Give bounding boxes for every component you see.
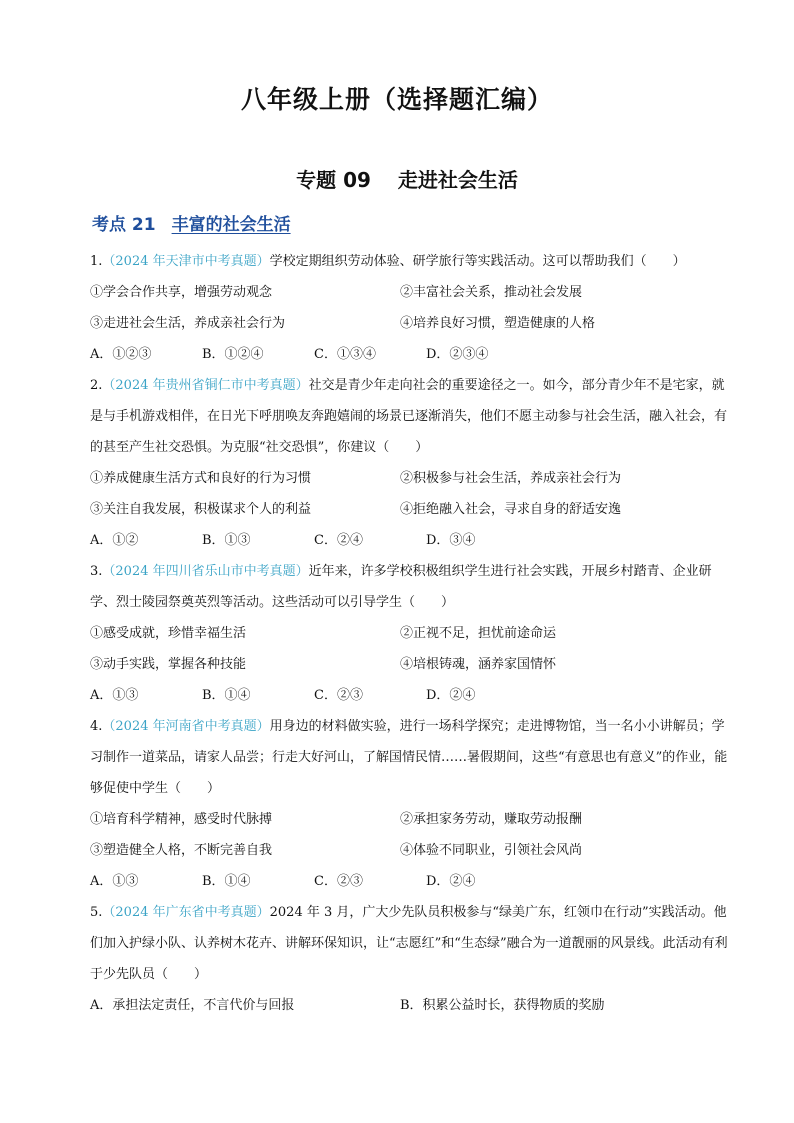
choice-c[interactable]: C．①③④	[314, 347, 376, 362]
choice-d[interactable]: D．②④	[426, 874, 476, 889]
choice-c[interactable]: C．②③	[314, 688, 363, 703]
choice-b[interactable]: B．①④	[202, 688, 251, 703]
question-stem	[90, 711, 730, 804]
choice-a[interactable]: A．承担法定责任，不言代价与回报	[90, 998, 295, 1013]
statement: ①感受成就，珍惜幸福生活	[90, 626, 247, 641]
statement: ②丰富社会关系，推动社会发展	[400, 285, 583, 300]
question-4	[90, 711, 730, 897]
statement-row	[90, 277, 730, 308]
question-number: 2.	[90, 378, 103, 393]
choice-c[interactable]: C．②③	[314, 874, 363, 889]
question-source: （2024 年河南省中考真题）	[102, 719, 270, 734]
choice-row	[90, 866, 730, 897]
question-number: 4.	[90, 719, 103, 734]
choice-c[interactable]: C．②④	[314, 533, 363, 548]
topic-label: 考点 21	[92, 215, 156, 235]
question-text: 学校定期组织劳动体验、研学旅行等实践活动。这可以帮助我们（ ）	[269, 254, 686, 269]
statement-row	[90, 494, 730, 525]
statement: ①学会合作共享，增强劳动观念	[90, 285, 273, 300]
topic-heading	[92, 210, 291, 235]
choice-a[interactable]: A．①②③	[90, 347, 152, 362]
question-number: 1.	[90, 254, 103, 269]
question-number: 3.	[90, 564, 103, 579]
question-source: （2024 年天津市中考真题）	[102, 254, 270, 269]
choice-d[interactable]: D．③④	[426, 533, 476, 548]
statement: ③塑造健全人格，不断完善自我	[90, 843, 273, 858]
question-source: （2024 年四川省乐山市中考真题）	[102, 564, 309, 579]
choice-b[interactable]: B．积累公益时长，获得物质的奖励	[400, 998, 605, 1013]
statement: ①养成健康生活方式和良好的行为习惯	[90, 471, 312, 486]
question-2	[90, 370, 730, 556]
statement: ①培育科学精神，感受时代脉搏	[90, 812, 273, 827]
choice-row	[90, 680, 730, 711]
question-stem	[90, 556, 730, 618]
statement-row	[90, 463, 730, 494]
statement: ③走进社会生活，养成亲社会行为	[90, 316, 286, 331]
page-title: 八年级上册（选择题汇编）	[240, 85, 553, 114]
choice-d[interactable]: D．②④	[426, 688, 476, 703]
statement-row	[90, 835, 730, 866]
question-stem	[90, 246, 730, 277]
choice-a[interactable]: A．①③	[90, 688, 139, 703]
statement-row	[90, 804, 730, 835]
choice-a[interactable]: A．①②	[90, 533, 139, 548]
statement: ④体验不同职业，引领社会风尚	[400, 843, 583, 858]
choice-d[interactable]: D．②③④	[426, 347, 489, 362]
question-text: 近年来，许多学校积极组织学生进行社会实践，开展乡村踏青、企业研学、烈士陵园祭奠英烈等活动。这些活动可以引导学生（ ）	[90, 564, 712, 610]
topic-name: 丰富的社会生活	[171, 215, 291, 235]
section-title: 专题 09 走进社会生活	[296, 168, 518, 192]
statement: ②承担家务劳动，赚取劳动报酬	[400, 812, 583, 827]
question-text: 社交是青少年走向社会的重要途径之一。如今，部分青少年不是宅家，就是与手机游戏相伴，在日光下呼朋唤友奔跑嬉闹的场景已逐渐消失，他们不愿主动参与社会生活，融入社会，有的甚至产生社交恐惧。为克服“社交恐惧”，你建议（ ）	[90, 378, 728, 455]
statement: ③关注自我发展，积极谋求个人的利益	[90, 502, 312, 517]
statement: ③动手实践，掌握各种技能	[90, 657, 247, 672]
statement: ④培根铸魂，涵养家国情怀	[400, 657, 557, 672]
choice-row	[90, 990, 730, 1021]
choice-row	[90, 525, 730, 556]
question-source: （2024 年贵州省铜仁市中考真题）	[102, 378, 309, 393]
question-3	[90, 556, 730, 711]
choice-b[interactable]: B．①②④	[202, 347, 264, 362]
statement: ④拒绝融入社会，寻求自身的舒适安逸	[400, 502, 622, 517]
question-1	[90, 246, 730, 370]
question-5	[90, 897, 730, 1021]
choice-row	[90, 339, 730, 370]
statement: ②正视不足，担忧前途命运	[400, 626, 557, 641]
statement: ④培养良好习惯，塑造健康的人格	[400, 316, 596, 331]
statement: ②积极参与社会生活，养成亲社会行为	[400, 471, 622, 486]
choice-a[interactable]: A．①③	[90, 874, 139, 889]
statement-row	[90, 618, 730, 649]
question-stem	[90, 897, 730, 990]
statement-row	[90, 308, 730, 339]
question-text: 2024 年 3 月，广大少先队员积极参与“绿美广东，红领巾在行动”实践活动。他们加入护绿小队、认养树木花卉、讲解环保知识，让“志愿红”和“生态绿”融合为一道靓丽的风景线。此活动有利于少先队员（ ）	[90, 905, 728, 982]
question-source: （2024 年广东省中考真题）	[102, 905, 270, 920]
question-list	[90, 246, 730, 1021]
question-stem	[90, 370, 730, 463]
choice-b[interactable]: B．①④	[202, 874, 251, 889]
question-text: 用身边的材料做实验，进行一场科学探究；走进博物馆，当一名小小讲解员；学习制作一道菜品，请家人品尝；行走大好河山，了解国情民情……暑假期间，这些“有意思也有意义”的作业，能够促使中学生（ ）	[90, 719, 728, 796]
question-number: 5.	[90, 905, 103, 920]
statement-row	[90, 649, 730, 680]
choice-b[interactable]: B．①③	[202, 533, 251, 548]
